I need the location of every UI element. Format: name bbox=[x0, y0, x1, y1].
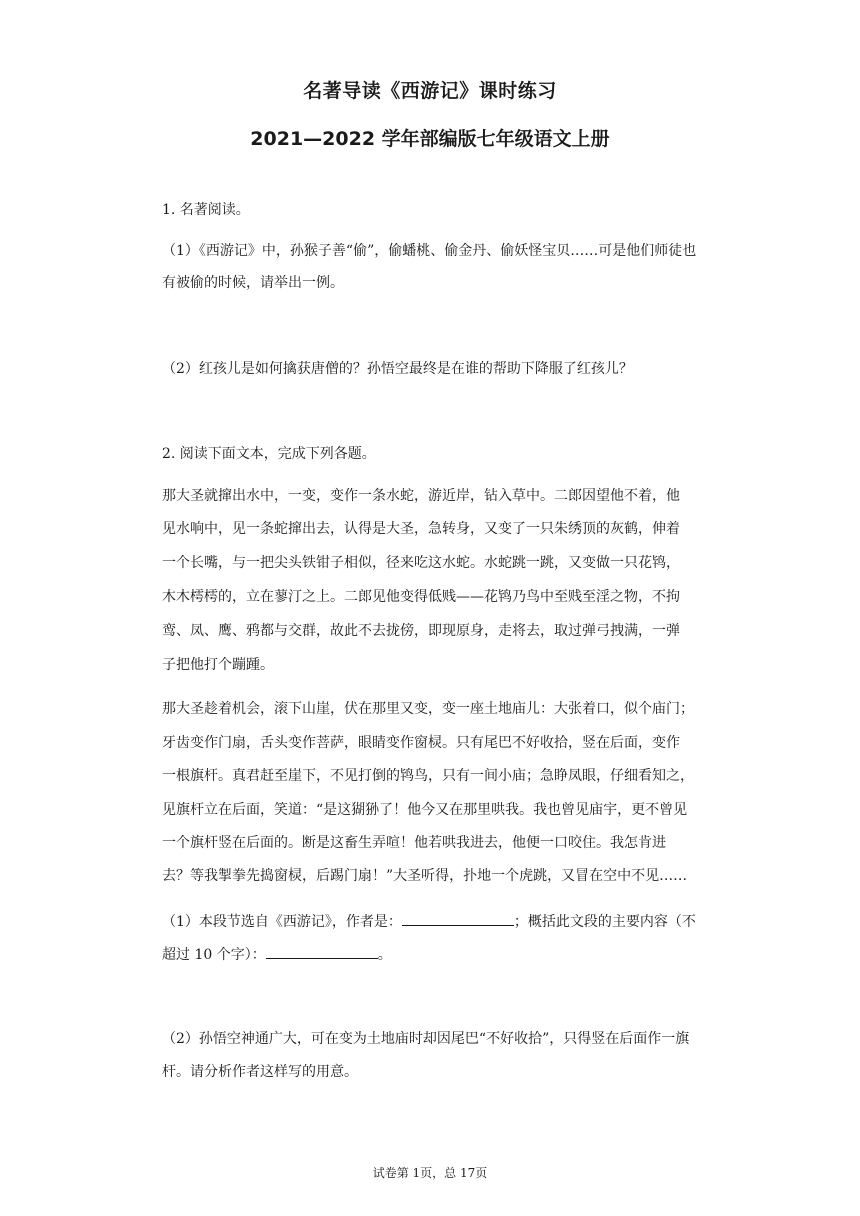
q2-para1-line: 木木樗樗的，立在蓼汀之上。二郎见他变得低贱——花鸨乃鸟中至贱至淫之物，不拘 bbox=[162, 589, 680, 605]
q2-sub1-line2 bbox=[162, 944, 732, 964]
q2-sub1-line1 bbox=[162, 911, 732, 931]
q1-heading: 1. 名著阅读。 bbox=[162, 202, 250, 218]
q2-para1-line: 子把他打个蹦踵。 bbox=[162, 657, 274, 673]
q2-sub2-line2: 杆。请分析作者这样写的用意。 bbox=[162, 1064, 358, 1080]
q1-sub1-line1: （1）《西游记》中，孙猴子善“偷”，偷蟠桃、偷金丹、偷妖怪宝贝……可是他们师徒也 bbox=[162, 243, 697, 259]
q2-heading: 2. 阅读下面文本，完成下列各题。 bbox=[162, 446, 376, 462]
q2-sub2-line1: （2）孙悟空神通广大，可在变为土地庙时却因尾巴“不好收拾”，只得竖在后面作一旗 bbox=[162, 1031, 690, 1047]
q2-sub1-text: 。 bbox=[377, 947, 392, 963]
q2-para2-line: 牙齿变作门扇，舌头变作菩萨，眼睛变作窗棂。只有尾巴不好收拾，竖在后面，变作 bbox=[162, 735, 680, 751]
author-answer-blank[interactable] bbox=[402, 911, 514, 926]
q2-para2-line: 那大圣趁着机会，滚下山崖，伏在那里又变，变一座土地庙儿：大张着口，似个庙门； bbox=[162, 701, 694, 717]
q1-sub2: （2）红孩儿是如何擒获唐僧的？孙悟空最终是在谁的帮助下降服了红孩儿？ bbox=[162, 361, 633, 377]
q2-para1-line: 见水响中，见一条蛇撺出去，认得是大圣，急转身，又变了一只朱绣顶的灰鹤，伸着 bbox=[162, 521, 680, 537]
q2-para2-line: 见旗杆立在后面，笑道：“是这猢狲了！他今又在那里哄我。我也曾见庙宇，更不曾见 bbox=[162, 802, 688, 818]
q1-sub1-line2: 有被偷的时候，请举出一例。 bbox=[162, 275, 344, 291]
q2-sub1-text: ；概括此文段的主要内容（不 bbox=[513, 914, 696, 930]
summary-answer-blank[interactable] bbox=[266, 944, 378, 959]
q2-sub1-text: （1）本段节选自《西游记》，作者是： bbox=[162, 914, 402, 930]
q2-para1-line: 那大圣就撺出水中，一变，变作一条水蛇，游近岸，钻入草中。二郎因望他不着，他 bbox=[162, 488, 680, 504]
q2-para2-line: 一个旗杆竖在后面的。断是这畜生弄喧！他若哄我进去，他便一口咬住。我怎肯进 bbox=[162, 835, 666, 851]
document-subtitle: 2021—2022 学年部编版七年级语文上册 bbox=[250, 128, 610, 150]
document-title: 名著导读《西游记》课时练习 bbox=[303, 80, 557, 102]
q2-para2-line: 一根旗杆。真君赶至崖下，不见打倒的鸨鸟，只有一间小庙；急睁凤眼，仔细看知之， bbox=[162, 768, 694, 784]
q2-sub1-text: 超过 10 个字）： bbox=[162, 947, 266, 963]
q2-para1-line: 鸾、凤、鹰、鸦都与交群，故此不去拢傍，即现原身，走将去，取过弹弓拽满，一弹 bbox=[162, 623, 680, 639]
q2-para1-line: 一个长嘴，与一把尖头铁钳子相似，径来吃这水蛇。水蛇跳一跳，又变做一只花鸨， bbox=[162, 555, 680, 571]
page-footer: 试卷第 1页，总 17页 bbox=[372, 1166, 488, 1180]
q2-para2-line: 去？等我掣拳先捣窗棂，后踢门扇！”大圣听得，扑地一个虎跳，又冒在空中不见…… bbox=[162, 868, 688, 884]
